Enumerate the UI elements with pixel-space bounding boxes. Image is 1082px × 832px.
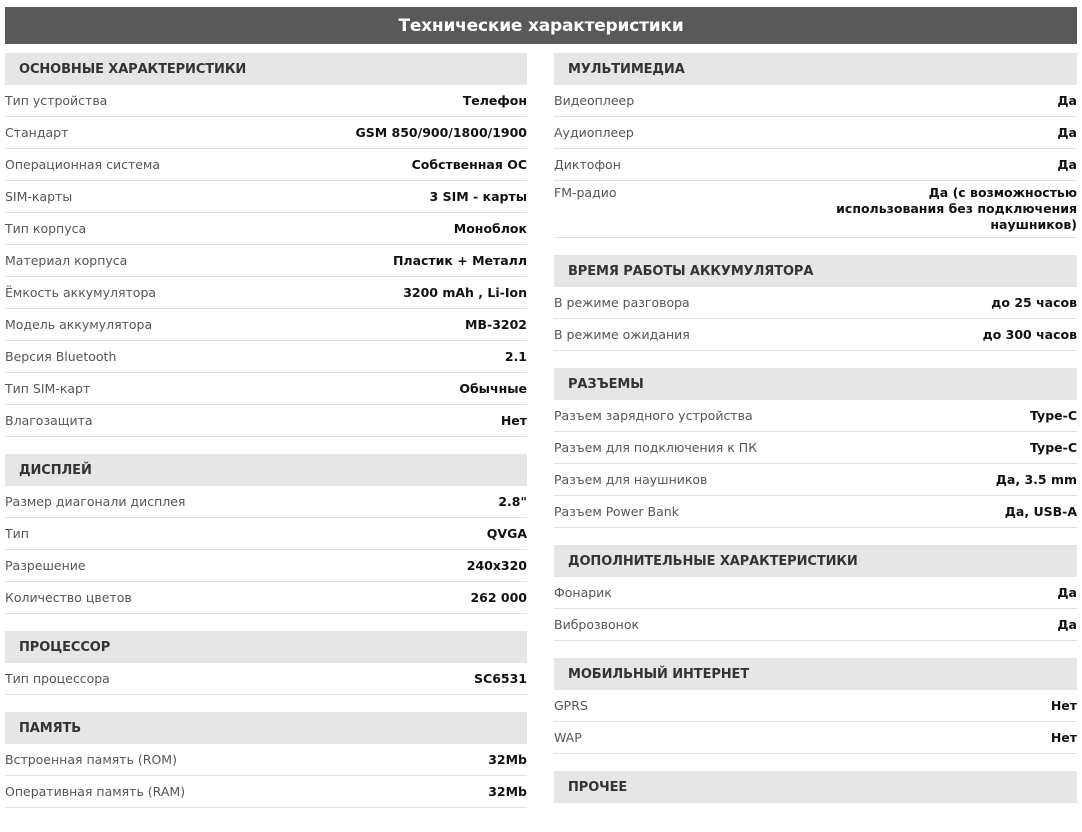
spec-value: 240x320 bbox=[466, 558, 527, 573]
spec-label: Влагозащита bbox=[5, 413, 93, 428]
spec-label: Ёмкость аккумулятора bbox=[5, 285, 157, 300]
left-column bbox=[5, 53, 527, 825]
spec-value: Да, 3.5 mm bbox=[995, 472, 1077, 487]
spec-section bbox=[554, 771, 1077, 803]
spec-value: MB-3202 bbox=[465, 317, 527, 332]
spec-label: FM-радио bbox=[554, 185, 617, 200]
spec-row bbox=[5, 582, 527, 614]
spec-label: Стандарт bbox=[5, 125, 69, 140]
spec-row bbox=[5, 744, 527, 776]
spec-label: Встроенная память (ROM) bbox=[5, 752, 177, 767]
spec-label: Диктофон bbox=[554, 157, 621, 172]
spec-value: 2.8" bbox=[498, 494, 527, 509]
spec-label: Материал корпуса bbox=[5, 253, 128, 268]
spec-section bbox=[5, 454, 527, 614]
spec-label: Тип SIM-карт bbox=[5, 381, 91, 396]
spec-label: Размер диагонали дисплея bbox=[5, 494, 186, 509]
spec-label: WAP bbox=[554, 730, 582, 745]
spec-row bbox=[5, 405, 527, 437]
spec-row bbox=[5, 181, 527, 213]
spec-label: Разъем для подключения к ПК bbox=[554, 440, 758, 455]
section-heading: ДОПОЛНИТЕЛЬНЫЕ ХАРАКТЕРИСТИКИ bbox=[554, 545, 1077, 577]
section-heading: ПРОЧЕЕ bbox=[554, 771, 1077, 803]
spec-value: Пластик + Металл bbox=[392, 253, 527, 268]
spec-row bbox=[554, 464, 1077, 496]
spec-row bbox=[554, 287, 1077, 319]
spec-value: Моноблок bbox=[453, 221, 527, 236]
spec-value: 32Mb bbox=[488, 752, 527, 767]
spec-label: Виброзвонок bbox=[554, 617, 640, 632]
spec-row bbox=[5, 776, 527, 808]
spec-label: Версия Bluetooth bbox=[5, 349, 117, 364]
spec-value: Да (с возможностью использования без подключения наушников) bbox=[836, 185, 1077, 232]
page-title: Технические характеристики bbox=[5, 7, 1077, 44]
spec-row bbox=[5, 518, 527, 550]
spec-value: Да, USB-A bbox=[1004, 504, 1077, 519]
spec-section bbox=[554, 368, 1077, 528]
spec-label: В режиме разговора bbox=[554, 295, 690, 310]
spec-label: Тип устройства bbox=[5, 93, 108, 108]
spec-row bbox=[5, 663, 527, 695]
spec-value: 3 SIM - карты bbox=[429, 189, 527, 204]
section-heading: ПРОЦЕССОР bbox=[5, 631, 527, 663]
spec-row bbox=[554, 577, 1077, 609]
spec-row bbox=[554, 319, 1077, 351]
spec-value: Type-C bbox=[1030, 440, 1077, 455]
spec-label: Количество цветов bbox=[5, 590, 132, 605]
spec-row bbox=[5, 117, 527, 149]
section-heading: МУЛЬТИМЕДИА bbox=[554, 53, 1077, 85]
spec-section bbox=[5, 53, 527, 437]
spec-value: 262 000 bbox=[470, 590, 527, 605]
spec-row bbox=[554, 690, 1077, 722]
spec-value: Type-C bbox=[1030, 408, 1077, 423]
spec-value: до 300 часов bbox=[982, 327, 1077, 342]
spec-row bbox=[554, 432, 1077, 464]
spec-label: Аудиоплеер bbox=[554, 125, 634, 140]
spec-row bbox=[5, 550, 527, 582]
spec-row bbox=[5, 341, 527, 373]
spec-value: Собственная ОС bbox=[411, 157, 527, 172]
spec-value: 2.1 bbox=[504, 349, 527, 364]
spec-row bbox=[554, 149, 1077, 181]
spec-value: Да bbox=[1057, 617, 1077, 632]
spec-value: Телефон bbox=[462, 93, 527, 108]
spec-label: SIM-карты bbox=[5, 189, 73, 204]
spec-row bbox=[554, 496, 1077, 528]
spec-row bbox=[554, 85, 1077, 117]
spec-label: Фонарик bbox=[554, 585, 612, 600]
spec-label: Тип процессора bbox=[5, 671, 110, 686]
spec-value: Нет bbox=[1050, 698, 1077, 713]
spec-value: Да bbox=[1057, 585, 1077, 600]
spec-value: Да bbox=[1057, 93, 1077, 108]
spec-row bbox=[5, 85, 527, 117]
spec-section bbox=[5, 712, 527, 808]
spec-row bbox=[5, 149, 527, 181]
spec-row bbox=[5, 486, 527, 518]
spec-value: до 25 часов bbox=[991, 295, 1077, 310]
spec-row bbox=[5, 373, 527, 405]
spec-value: Да bbox=[1057, 125, 1077, 140]
spec-row bbox=[554, 181, 1077, 238]
section-heading: РАЗЪЕМЫ bbox=[554, 368, 1077, 400]
section-heading: ВРЕМЯ РАБОТЫ АККУМУЛЯТОРА bbox=[554, 255, 1077, 287]
spec-value: GSM 850/900/1800/1900 bbox=[355, 125, 527, 140]
spec-value: Обычные bbox=[459, 381, 527, 396]
spec-label: Разъем Power Bank bbox=[554, 504, 679, 519]
spec-value: Нет bbox=[500, 413, 527, 428]
spec-section bbox=[5, 631, 527, 695]
spec-label: Операционная система bbox=[5, 157, 161, 172]
spec-label: Модель аккумулятора bbox=[5, 317, 153, 332]
spec-label: Тип корпуса bbox=[5, 221, 87, 236]
spec-value: Да bbox=[1057, 157, 1077, 172]
spec-value: QVGA bbox=[486, 526, 527, 541]
spec-value: Нет bbox=[1050, 730, 1077, 745]
spec-label: Видеоплеер bbox=[554, 93, 635, 108]
section-heading: МОБИЛЬНЫЙ ИНТЕРНЕТ bbox=[554, 658, 1077, 690]
spec-section bbox=[554, 545, 1077, 641]
spec-section bbox=[554, 53, 1077, 238]
spec-label: Разъем зарядного устройства bbox=[554, 408, 753, 423]
spec-row bbox=[5, 245, 527, 277]
section-heading: ПАМЯТЬ bbox=[5, 712, 527, 744]
spec-value: 3200 mAh , Li-Ion bbox=[403, 285, 527, 300]
spec-label: Тип bbox=[5, 526, 29, 541]
spec-label: Оперативная память (RAM) bbox=[5, 784, 186, 799]
spec-row bbox=[554, 609, 1077, 641]
right-column bbox=[554, 53, 1077, 820]
spec-row bbox=[554, 117, 1077, 149]
spec-row bbox=[554, 722, 1077, 754]
spec-value: SC6531 bbox=[474, 671, 527, 686]
section-heading: ДИСПЛЕЙ bbox=[5, 454, 527, 486]
spec-label: Разрешение bbox=[5, 558, 86, 573]
spec-row bbox=[5, 309, 527, 341]
spec-label: Разъем для наушников bbox=[554, 472, 708, 487]
spec-section bbox=[554, 255, 1077, 351]
spec-label: GPRS bbox=[554, 698, 588, 713]
section-heading: ОСНОВНЫЕ ХАРАКТЕРИСТИКИ bbox=[5, 53, 527, 85]
spec-value: 32Mb bbox=[488, 784, 527, 799]
spec-row bbox=[554, 400, 1077, 432]
spec-row bbox=[5, 277, 527, 309]
spec-label: В режиме ожидания bbox=[554, 327, 690, 342]
spec-row bbox=[5, 213, 527, 245]
spec-section bbox=[554, 658, 1077, 754]
